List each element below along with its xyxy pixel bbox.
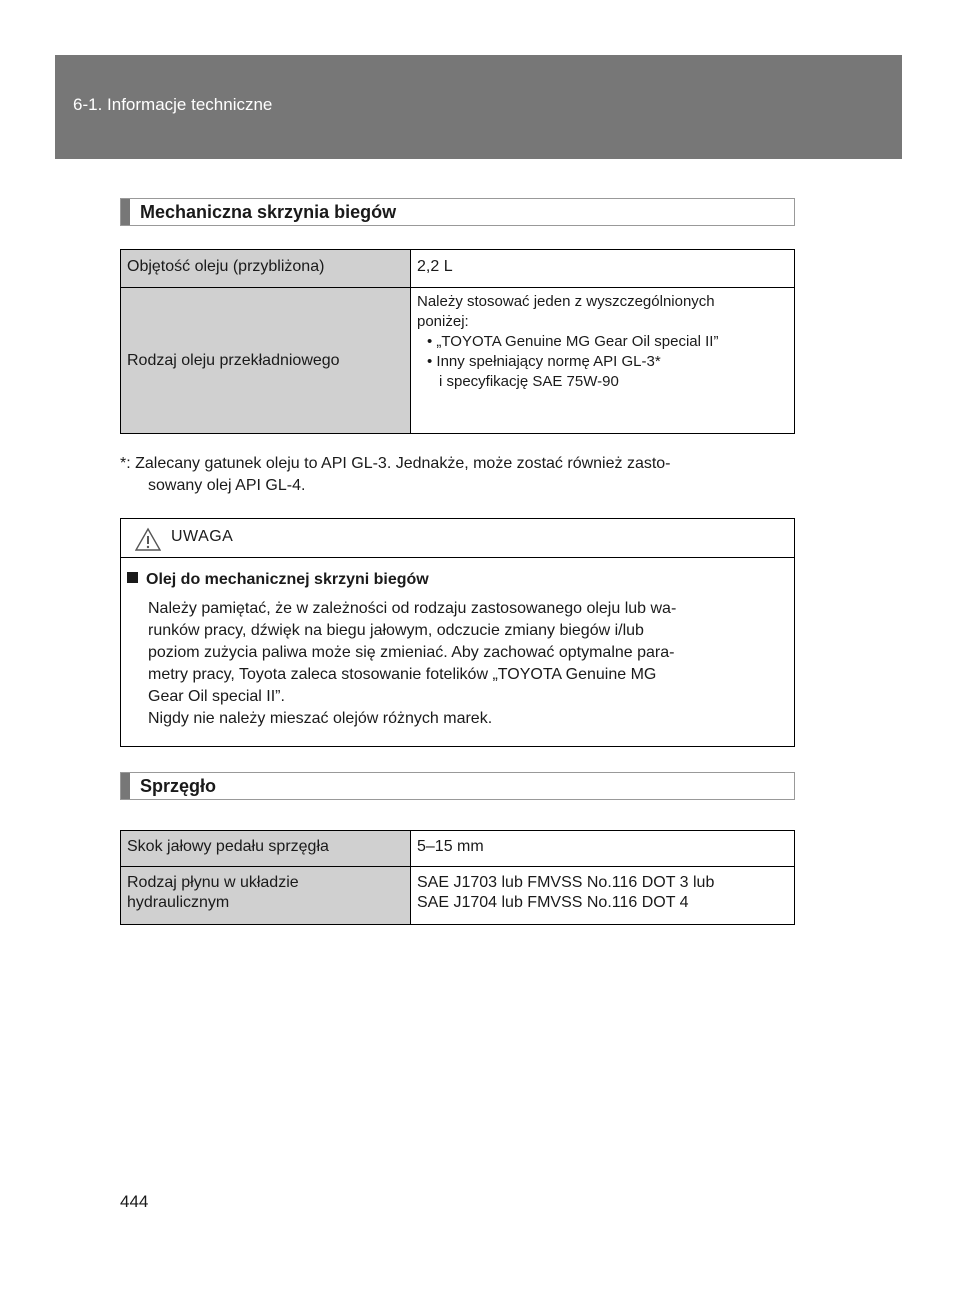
table-row: [121, 250, 795, 288]
warning-triangle-icon: [135, 527, 161, 551]
spec-bullet-cont: i specyfikację SAE 75W-90: [439, 373, 619, 390]
clutch-spec-table: [120, 830, 795, 925]
spec-bullet: • Inny spełniający normę API GL-3*: [427, 353, 661, 370]
spec-bullet: • „TOYOTA Genuine MG Gear Oil special II”: [427, 333, 719, 350]
warning-box: [120, 518, 795, 747]
square-bullet-icon: [127, 572, 138, 583]
table-row: [121, 831, 795, 867]
warning-label: UWAGA: [171, 528, 234, 545]
warning-line: metry pracy, Toyota zaleca stosowanie fotelików „TOYOTA Genuine MG: [148, 666, 657, 683]
warning-text: [148, 598, 771, 730]
chapter-title: 6-1. Informacje techniczne: [73, 95, 273, 114]
spec-key: Skok jałowy pedału sprzęgła: [121, 831, 411, 867]
warning-header: [121, 519, 794, 558]
section-heading-gearbox: [120, 198, 795, 226]
spec-intro-line: poniżej:: [417, 313, 469, 330]
section-accent: [121, 199, 130, 225]
table-row: [121, 288, 795, 434]
section-heading-clutch: [120, 772, 795, 800]
footnote-line: *: Zalecany gatunek oleju to API GL-3. Jednakże, może zostać również zasto-: [120, 455, 671, 472]
page-number: 444: [120, 1192, 149, 1211]
section-accent: [121, 773, 130, 799]
warning-line: Należy pamiętać, że w zależności od rodzaju zastosowanego oleju lub wa-: [148, 600, 677, 617]
section-title: Sprzęgło: [140, 776, 217, 796]
spec-value: SAE J1703 lub FMVSS No.116 DOT 3 lub SAE J1704 lub FMVSS No.116 DOT 4: [411, 867, 795, 925]
warning-line: runków pracy, dźwięk na biegu jałowym, odczucie zmiany biegów i/lub: [148, 622, 644, 639]
footnote-line: sowany olej API GL-4.: [148, 477, 306, 494]
spec-key: Rodzaj płynu w układzie hydraulicznym: [121, 867, 411, 925]
section-title: Mechaniczna skrzynia biegów: [140, 202, 397, 222]
page-header: [55, 55, 902, 159]
spec-value: [411, 288, 795, 434]
warning-line: Nigdy nie należy mieszać olejów różnych marek.: [148, 710, 493, 727]
gearbox-spec-table: [120, 249, 795, 434]
spec-value: 2,2 L: [411, 250, 795, 288]
spec-value: 5–15 mm: [411, 831, 795, 867]
warning-line: Gear Oil special II”.: [148, 688, 285, 705]
spec-intro-line: Należy stosować jeden z wyszczególnionych: [417, 293, 715, 310]
spec-key: Rodzaj oleju przekładniowego: [121, 288, 411, 434]
warning-subtitle: Olej do mechanicznej skrzyni biegów: [127, 571, 429, 589]
footnote: [120, 453, 796, 497]
table-row: [121, 867, 795, 925]
warning-line: poziom zużycia paliwa może się zmieniać. Aby zachować optymalne para-: [148, 644, 675, 661]
spec-key: Objętość oleju (przybliżona): [121, 250, 411, 288]
